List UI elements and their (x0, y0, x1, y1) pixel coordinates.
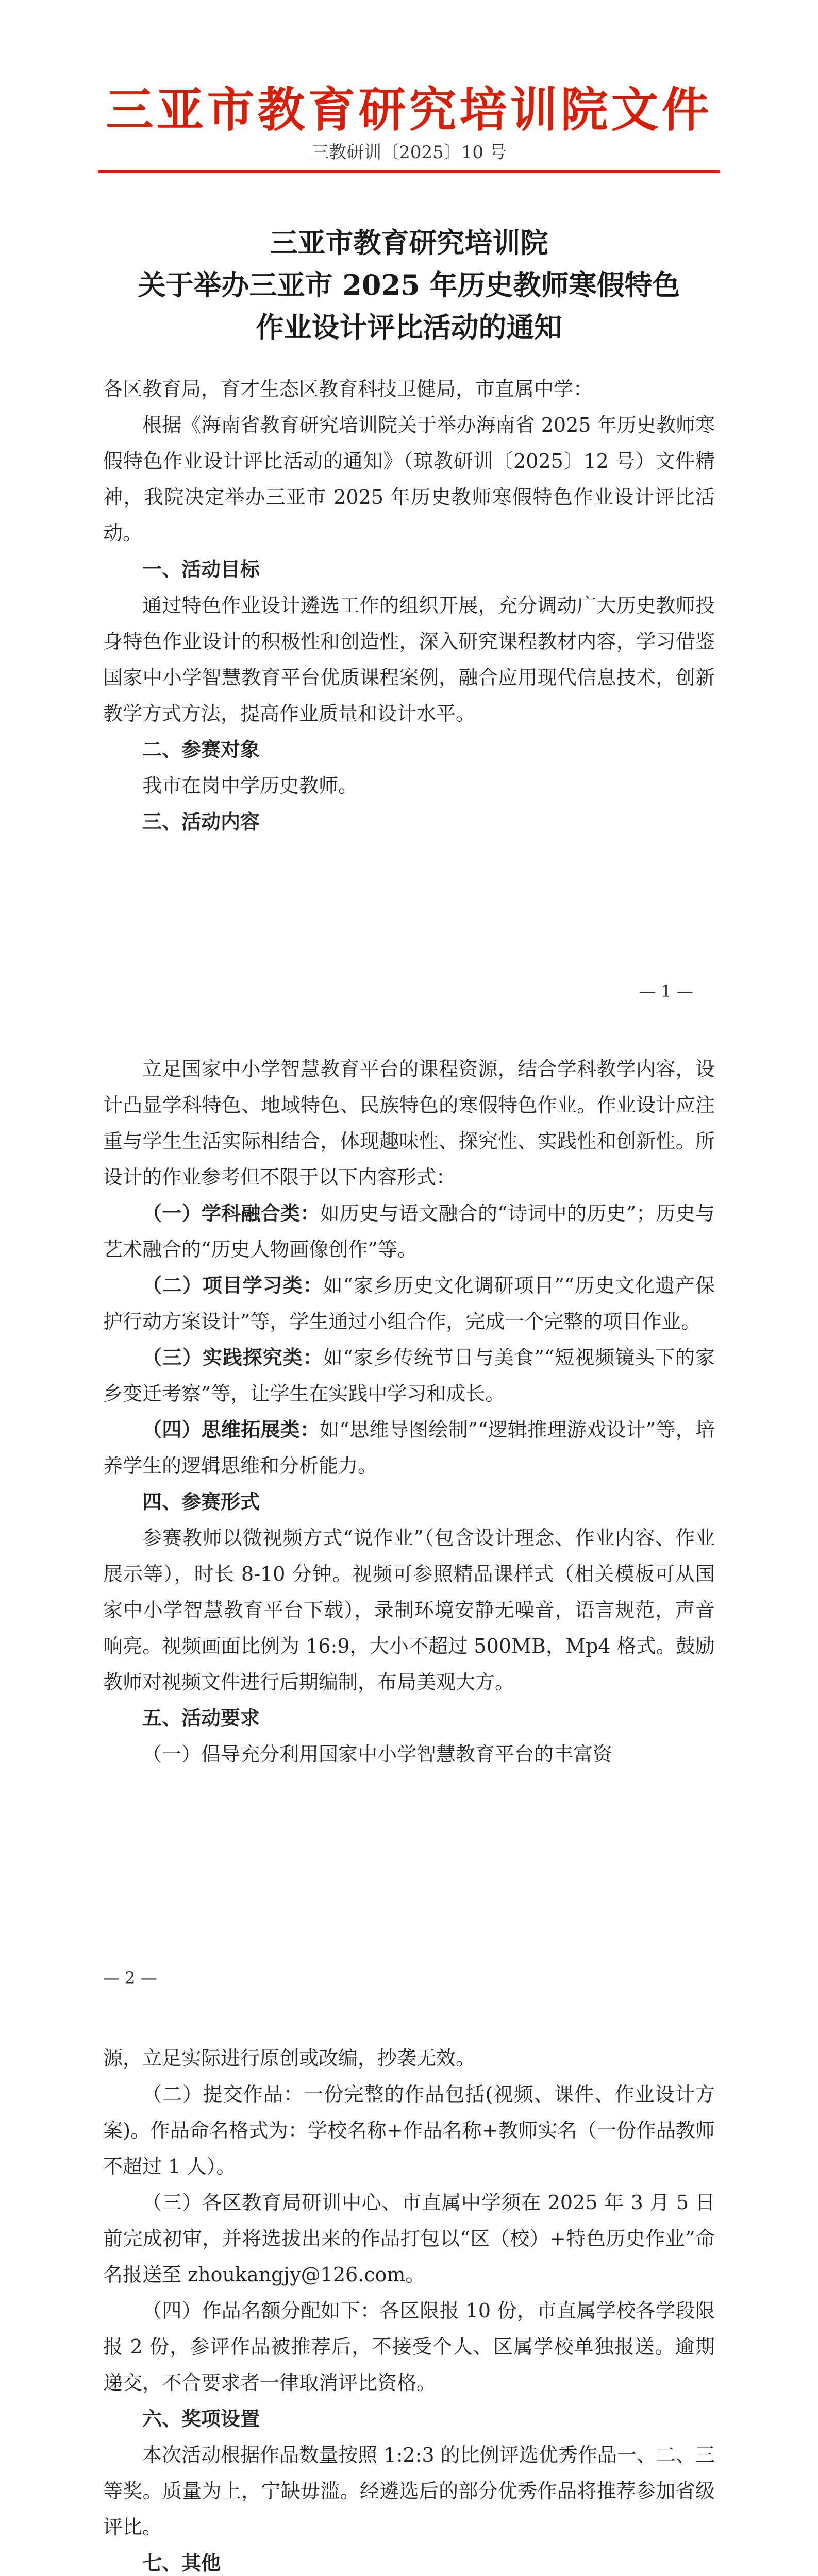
page-3-body (103, 2040, 715, 2576)
item-label: （二）项目学习类： (142, 1274, 323, 1297)
section-heading-awards: 六、奖项设置 (142, 2408, 260, 2430)
goals-paragraph: 通过特色作业设计遴选工作的组织开展，充分调动广大历史教师投身特色作业设计的积极性和创造性，深入研究课程教材内容，学习借鉴国家中小学智慧教育平台优质课程案例，融合应用现代信息技术，创新教学方式方法，提高作业质量和设计水平。 (103, 594, 715, 725)
page-number: — 2 — (103, 1968, 157, 1988)
item-text: 如“家乡历史文化调研项目”“历史文化遗产保护行动方案设计”等，学生通过小组合作，完成一个完整的项目作业。 (103, 1274, 715, 1333)
content-paragraph: 立足国家中小学智慧教育平台的课程资源，结合学科教学内容，设计凸显学科特色、地域特色、民族特色的寒假特色作业。作业设计应注重与学生生活实际相结合，体现趣味性、探究性、实践性和创新性。所设计的作业参考但不限于以下内容形式： (103, 1058, 715, 1189)
item-label: （四）思维拓展类： (142, 1418, 320, 1441)
requirement-1-start: （一）倡导充分利用国家中小学智慧教育平台的丰富资 (142, 1743, 613, 1766)
page-2-body (103, 1051, 715, 1772)
requirement-3: （三）各区教育局研训中心、市直属中学须在 2025 年 3 月 5 日前完成初审，并将选拔出来的作品打包以“区（校）+特色历史作业”命名报送至 zhoukangjy@126.com。 (103, 2191, 715, 2286)
section-heading-requirements: 五、活动要求 (142, 1707, 260, 1730)
item-label: （三）实践探究类： (142, 1346, 323, 1369)
section-heading-content: 三、活动内容 (142, 810, 260, 833)
addressee: 各区教育局，育才生态区教育科技卫健局，市直属中学： (103, 378, 593, 400)
document-number: 三教研训〔2025〕10 号 (311, 142, 507, 163)
requirement-4: （四）作品名额分配如下：各区限报 10 份，市直属学校各学段限报 2 份，参评作品被推荐后，不接受个人、区属学校单独报送。逾期递交，不合要求者一律取消评比资格。 (103, 2299, 715, 2394)
intro-paragraph: 根据《海南省教育研究培训院关于举办海南省 2025 年历史教师寒假特色作业设计评比活动的通知》（琼教研训〔2025〕12 号）文件精神，我院决定举办三亚市 2025 年历史教师寒假特色作业设计评比活动。 (103, 414, 715, 545)
item-text: 如“思维导图绘制”“逻辑推理游戏设计”等，培养学生的逻辑思维和分析能力。 (103, 1418, 715, 1477)
format-paragraph: 参赛教师以微视频方式“说作业”（包含设计理念、作业内容、作业展示等），时长 8-10 分钟。视频可参照精品课样式（相关模板可从国家中小学智慧教育平台下载），录制环境安静无噪音，语言规范，声音响亮。视频画面比例为 16:9，大小不超过 500MB，Mp4 格式。鼓励教师对视频文件进行后期编制，布局美观大方。 (103, 1527, 715, 1693)
awards-paragraph: 本次活动根据作品数量按照 1:2:3 的比例评选优秀作品一、二、三等奖。质量为上，宁缺毋滥。经遴选后的部分优秀作品将推荐参加省级评比。 (103, 2444, 715, 2538)
item-text: 如历史与语文融合的“诗词中的历史”；历史与艺术融合的“历史人物画像创作”等。 (103, 1202, 715, 1261)
content-item-2 (103, 1267, 715, 1340)
section-heading-participants: 二、参赛对象 (142, 738, 260, 761)
content-item-4 (103, 1412, 715, 1484)
section-heading-goals: 一、活动目标 (142, 558, 260, 581)
notice-title-line: 关于举办三亚市 2025 年历史教师寒假特色 (138, 268, 680, 301)
document-header-title: 三亚市教育研究培训院文件 (106, 82, 712, 138)
page-number: — 1 — (639, 981, 693, 1001)
notice-title (103, 222, 715, 348)
content-item-1 (103, 1195, 715, 1267)
participants-paragraph: 我市在岗中学历史教师。 (142, 774, 358, 797)
red-divider (98, 170, 720, 173)
section-heading-format: 四、参赛形式 (142, 1490, 260, 1513)
section-heading-other: 七、其他 (142, 2552, 221, 2574)
item-text: 如“家乡传统节日与美食”“短视频镜头下的家乡变迁考察”等，让学生在实践中学习和成长。 (103, 1346, 715, 1405)
page-1-body (103, 371, 715, 840)
requirement-2: （二）提交作品：一份完整的作品包括(视频、课件、作业设计方案)。作品命名格式为：学校名称+作品名称+教师实名（一份作品教师不超过 1 人）。 (103, 2083, 715, 2178)
notice-title-line: 作业设计评比活动的通知 (256, 311, 562, 344)
requirement-1-end: 源，立足实际进行原创或改编，抄袭无效。 (103, 2047, 476, 2070)
notice-title-line: 三亚市教育研究培训院 (270, 226, 548, 259)
content-item-3 (103, 1340, 715, 1412)
item-label: （一）学科融合类： (142, 1202, 320, 1225)
